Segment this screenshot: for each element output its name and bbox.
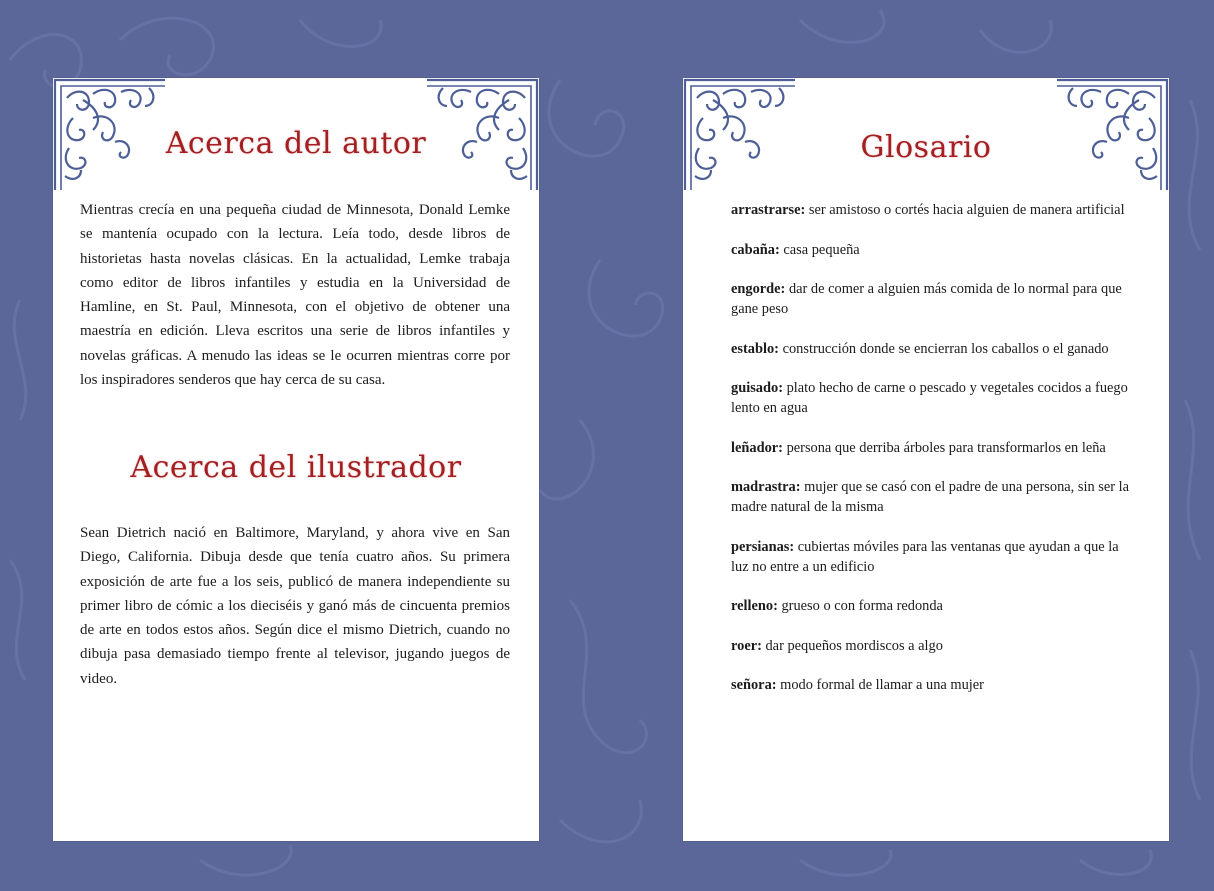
glossary-term: cabaña:	[731, 241, 780, 258]
glossary-heading: Glosario	[860, 130, 992, 165]
author-bio: Mientras crecía en una pequeña ciudad de Minnesota, Donald Lemke se mantenía ocupado con la lectura. Leía todo, desde libros de historietas hasta novelas clásicas. En la actualidad, Lemke trabaja como editor de libros infantiles y estudia en la Universidad de Hamline, en St. Paul, Minnesota, con el objetivo de obtener una maestría en edición. Lleva escritos una serie de libros infantiles y novelas gráficas. A menudo las ideas se le ocurren mientras corre por los inspiradores senderos que hay cerca de su casa.	[80, 202, 510, 389]
glossary-entry	[731, 279, 1131, 319]
glossary-term: relleno:	[731, 598, 778, 614]
glossary-definition: mujer que se casó con el padre de una persona, sin ser la madre natural de la misma	[731, 479, 1130, 515]
glossary-entry	[731, 339, 1131, 359]
glossary-term: engorde:	[731, 281, 786, 297]
glossary-term: establo:	[731, 340, 779, 357]
glossary-definition: ser amistoso o cortés hacia alguien de manera artificial	[805, 202, 1125, 218]
glossary-entry	[731, 596, 1131, 616]
glossary-entry	[731, 240, 1131, 260]
glossary-entry	[731, 477, 1131, 517]
glossary-term: madrastra:	[731, 479, 801, 495]
illustrator-bio: Sean Dietrich nació en Baltimore, Maryland, y ahora vive en San Diego, California. Dibuja desde que tenía cuatro años. Su primera exposición de arte fue a los seis, publicó de manera independiente su primer libro de cómic a los dieciséis y ganó más de cincuenta premios de arte en todos estos años. Según dice el mismo Dietrich, cuando no dibuja pasa demasiado tiempo frente al televisor, jugando juegos de video.	[80, 525, 510, 687]
glossary-definition: plato hecho de carne o pescado y vegetales cocidos a fuego lento en agua	[731, 380, 1128, 416]
glossary-term: arrastrarse:	[731, 202, 806, 218]
glossary-definition: dar de comer a alguien más comida de lo normal para que gane peso	[731, 281, 1122, 317]
right-page	[683, 78, 1169, 841]
glossary-term: roer:	[731, 637, 762, 654]
glossary-entry	[731, 675, 1131, 695]
author-heading: Acerca del autor	[165, 126, 427, 161]
glossary-definition: construcción donde se encierran los caballos o el ganado	[778, 340, 1109, 357]
glossary-definition: modo formal de llamar a una mujer	[776, 677, 984, 693]
glossary-entry	[731, 537, 1131, 577]
glossary-definition: grueso o con forma redonda	[777, 598, 943, 614]
glossary-entry	[731, 636, 1131, 656]
glossary-entry	[731, 438, 1131, 458]
glossary-list	[731, 200, 1131, 715]
glossary-entry	[731, 200, 1131, 220]
left-page	[53, 78, 539, 841]
glossary-definition: casa pequeña	[779, 241, 860, 258]
glossary-term: persianas:	[731, 538, 795, 555]
glossary-term: señora:	[731, 677, 777, 693]
glossary-definition: dar pequeños mordiscos a algo	[761, 637, 943, 654]
glossary-term: guisado:	[731, 380, 783, 396]
illustrator-heading: Acerca del ilustrador	[130, 450, 462, 485]
glossary-definition: cubiertas móviles para las ventanas que ayudan a que la luz no entre a un edificio	[731, 538, 1119, 575]
glossary-entry	[731, 378, 1131, 418]
glossary-definition: persona que derriba árboles para transformarlos en leña	[782, 439, 1106, 456]
glossary-term: leñador:	[731, 439, 783, 456]
